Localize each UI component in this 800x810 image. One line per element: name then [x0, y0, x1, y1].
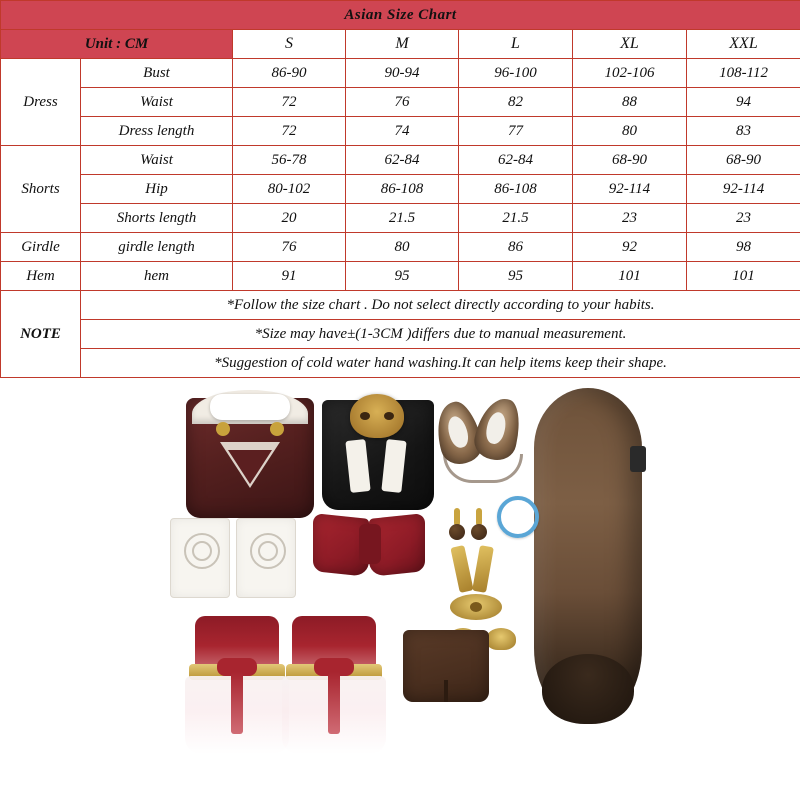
unit-label: Unit : CM: [1, 30, 233, 59]
note-line-1: *Follow the size chart . Do not select directly according to your habits.: [81, 291, 800, 320]
gold-ornament-3: [450, 594, 502, 620]
cell-shorts-length-m: 21.5: [346, 204, 459, 233]
mask-eye-left: [360, 412, 370, 420]
row-label-bust: Bust: [81, 59, 233, 88]
skirt-ribbon: [328, 672, 340, 734]
earring-right-image: [471, 508, 487, 544]
size-header-xxl: XXL: [687, 30, 800, 59]
cell-hem-m: 95: [346, 262, 459, 291]
cell-hip-m: 86-108: [346, 175, 459, 204]
cell-hip-xl: 92-114: [573, 175, 687, 204]
table-row: [1, 117, 800, 146]
cell-shorts-waist-m: 62-84: [346, 146, 459, 175]
row-label-dress-waist: Waist: [81, 88, 233, 117]
cell-hem-xxl: 101: [687, 262, 800, 291]
table-row: [1, 59, 800, 88]
row-label-shorts-waist: Waist: [81, 146, 233, 175]
cell-shorts-length-xxl: 23: [687, 204, 800, 233]
cell-girdle-l: 86: [459, 233, 573, 262]
table-row: [1, 146, 800, 175]
brown-shorts-image: [403, 630, 489, 702]
cuff-swirl-inner: [192, 541, 212, 561]
cuff-swirl-inner: [258, 541, 278, 561]
skirt-ribbon: [231, 672, 243, 734]
cell-dress-bust-m: 90-94: [346, 59, 459, 88]
table-row: [1, 262, 800, 291]
cuff-left-image: [170, 518, 230, 598]
size-header-s: S: [233, 30, 346, 59]
row-label-hip: Hip: [81, 175, 233, 204]
earring-bead: [449, 524, 465, 540]
table-row: [1, 320, 800, 349]
cell-dress-waist-xxl: 94: [687, 88, 800, 117]
tail-image: [534, 388, 642, 718]
row-label-girdle-length: girdle length: [81, 233, 233, 262]
table-row: [1, 204, 800, 233]
cell-girdle-s: 76: [233, 233, 346, 262]
size-header-xl: XL: [573, 30, 687, 59]
blue-ring-image: [497, 496, 539, 538]
headband-arc: [443, 454, 523, 483]
cell-hip-s: 80-102: [233, 175, 346, 204]
cell-hem-xl: 101: [573, 262, 687, 291]
note-label: NOTE: [1, 291, 81, 378]
chart-header-row: [1, 30, 800, 59]
group-label-dress: Dress: [1, 59, 81, 146]
table-row: [1, 349, 800, 378]
cell-dress-bust-s: 86-90: [233, 59, 346, 88]
group-label-hem: Hem: [1, 262, 81, 291]
v-panel-inner: [228, 450, 272, 484]
cell-hem-l: 95: [459, 262, 573, 291]
chart-title: Asian Size Chart: [1, 1, 800, 30]
group-label-shorts: Shorts: [1, 146, 81, 233]
product-photo-section: [0, 378, 800, 810]
note-line-3: *Suggestion of cold water hand washing.It can help items keep their shape.: [81, 349, 800, 378]
gold-mask-icon: [350, 394, 404, 438]
earring-left-image: [449, 508, 465, 544]
table-row: [1, 175, 800, 204]
cell-dress-waist-m: 76: [346, 88, 459, 117]
cell-shorts-length-s: 20: [233, 204, 346, 233]
chart-title-row: [1, 1, 800, 30]
cell-shorts-waist-xxl: 68-90: [687, 146, 800, 175]
row-label-shorts-length: Shorts length: [81, 204, 233, 233]
gold-ornament-1: [450, 545, 473, 593]
cell-shorts-length-l: 21.5: [459, 204, 573, 233]
cell-dress-length-xxl: 83: [687, 117, 800, 146]
cell-dress-length-m: 74: [346, 117, 459, 146]
cell-hem-s: 91: [233, 262, 346, 291]
row-label-hem: hem: [81, 262, 233, 291]
bow-shape: [210, 394, 290, 420]
gold-accent-left: [216, 422, 230, 436]
white-lapel-left: [345, 439, 370, 493]
note-line-2: *Size may have±(1-3CM )differs due to manual measurement.: [81, 320, 800, 349]
cell-dress-bust-xxl: 108-112: [687, 59, 800, 88]
asian-size-chart-table: [0, 0, 800, 378]
row-label-dress-length: Dress length: [81, 117, 233, 146]
cell-shorts-length-xl: 23: [573, 204, 687, 233]
cell-dress-length-l: 77: [459, 117, 573, 146]
cell-girdle-xxl: 98: [687, 233, 800, 262]
gold-accent-right: [270, 422, 284, 436]
cell-dress-length-xl: 80: [573, 117, 687, 146]
cuff-right-image: [236, 518, 296, 598]
gold-ornament-2: [472, 545, 494, 593]
gold-ornament-5: [486, 628, 516, 650]
tail-tip: [542, 654, 634, 724]
red-bow-image: [313, 510, 425, 586]
shorts-inseam: [444, 680, 448, 702]
size-header-l: L: [459, 30, 573, 59]
mask-eye-right: [384, 412, 394, 420]
white-lapel-right: [381, 439, 406, 493]
cell-shorts-waist-s: 56-78: [233, 146, 346, 175]
cell-dress-waist-xl: 88: [573, 88, 687, 117]
cell-dress-length-s: 72: [233, 117, 346, 146]
cell-hip-l: 86-108: [459, 175, 573, 204]
earring-bead: [471, 524, 487, 540]
tail-clip: [630, 446, 646, 472]
cell-girdle-xl: 92: [573, 233, 687, 262]
jacket-black-image: [322, 400, 434, 510]
cell-hip-xxl: 92-114: [687, 175, 800, 204]
table-row: [1, 291, 800, 320]
jacket-maroon-image: [186, 398, 314, 518]
table-row: [1, 88, 800, 117]
cell-shorts-waist-xl: 68-90: [573, 146, 687, 175]
skirt-right-image: [282, 616, 386, 754]
table-row: [1, 233, 800, 262]
skirt-left-image: [185, 616, 289, 754]
size-chart-section: [0, 0, 800, 378]
cell-shorts-waist-l: 62-84: [459, 146, 573, 175]
cell-dress-waist-s: 72: [233, 88, 346, 117]
cell-girdle-m: 80: [346, 233, 459, 262]
cell-dress-waist-l: 82: [459, 88, 573, 117]
cell-dress-bust-l: 96-100: [459, 59, 573, 88]
bow-knot: [359, 524, 381, 564]
cell-dress-bust-xl: 102-106: [573, 59, 687, 88]
size-header-m: M: [346, 30, 459, 59]
group-label-girdle: Girdle: [1, 233, 81, 262]
ear-headband-image: [437, 396, 523, 482]
ornament-center-dot: [470, 602, 482, 612]
